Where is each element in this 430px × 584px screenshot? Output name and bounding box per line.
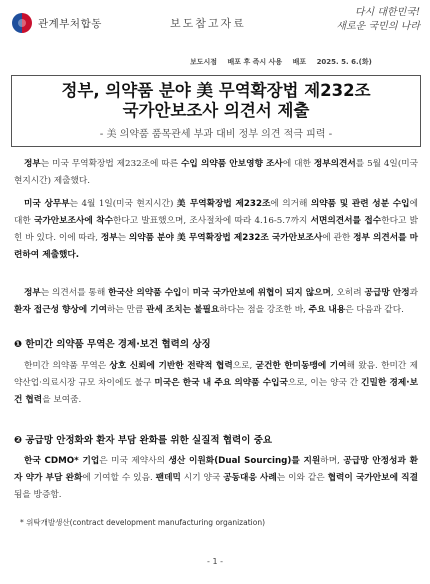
emphasis-text: 굳건한 한미동맹에 기여 bbox=[255, 361, 347, 371]
release-label: 보도시점 bbox=[190, 58, 218, 66]
emphasis-text: 생산 이원화(Dual Sourcing)를 지원 bbox=[168, 456, 321, 466]
body-text: 하며, bbox=[320, 456, 344, 466]
slogan-line-1: 다시 대한민국! bbox=[354, 7, 420, 18]
paragraph-cdmo bbox=[14, 453, 418, 504]
emphasis-text: 국가안보조사에 착수 bbox=[34, 216, 114, 226]
emphasis-text: 한국 CDMO* 기업 bbox=[24, 456, 100, 466]
emphasis-text: 정부 의견서를 마련하여 제출했다. bbox=[14, 233, 419, 260]
body-text: 으로, bbox=[232, 361, 256, 371]
subtitle: - 美 의약품 품목관세 부과 대비 정부 의견 적극 피력 - bbox=[99, 129, 333, 140]
header bbox=[0, 0, 430, 46]
body-text: 에 대한 bbox=[282, 159, 314, 169]
slogan-line-2: 새로운 국민의 나라 bbox=[336, 21, 420, 32]
body-text: 에 관한 bbox=[322, 233, 354, 243]
emphasis-text: 주요 내용 bbox=[308, 305, 346, 315]
body-text: 과 bbox=[409, 288, 419, 298]
emphasis-text: 정부 bbox=[24, 288, 41, 298]
body-text: 에 의거해 bbox=[270, 199, 311, 209]
body-text: 는 이와 같은 bbox=[276, 473, 328, 483]
body-text: 는 의견서를 통해 bbox=[40, 288, 109, 298]
emphasis-text: 한국산 의약품 수입 bbox=[108, 288, 182, 298]
emphasis-text: 긴밀한 경제·보건 협력 bbox=[14, 378, 418, 405]
body-text: 하는 만큼 bbox=[107, 305, 147, 315]
emphasis-text: 정부 bbox=[100, 233, 118, 243]
body-text: 은 미국 제약사의 bbox=[99, 456, 169, 466]
taegeuk-emblem-icon bbox=[12, 13, 32, 33]
emphasis-text: 미국 국가안보에 위협이 되지 않으며 bbox=[192, 288, 331, 298]
body-text: 하다는 점을 강조한 바, bbox=[219, 305, 309, 315]
section-heading-2: ❷ 공급망 안정화와 환자 부담 완화를 위한 실질적 협력이 중요 bbox=[14, 435, 273, 446]
body-text: 는 bbox=[117, 233, 129, 243]
emphasis-text: 관세 조치는 불필요 bbox=[146, 305, 220, 315]
emphasis-text: 의약품 및 관련 성분 수입 bbox=[310, 199, 410, 209]
emphasis-text: 미국 상무부 bbox=[24, 199, 70, 209]
emphasis-text: 공동대응 사례 bbox=[223, 473, 277, 483]
body-text: 한다고 발표했으며, 조사절차에 따라 4.16-5.7까지 bbox=[113, 216, 311, 226]
body-text: 한다고 밝힌 바 있다. 이에 따라, bbox=[14, 216, 418, 243]
emphasis-text: 서면의견서를 접수 bbox=[310, 216, 382, 226]
emphasis-text: 상호 신뢰에 기반한 전략적 협력 bbox=[109, 361, 233, 371]
body-text: 해 왔음. 한미간 제약산업·의료시장 규모 차이에도 불구 bbox=[14, 361, 418, 388]
emphasis-text: 미국은 한국 내 주요 의약품 수입국 bbox=[154, 378, 288, 388]
section-heading-1: ❶ 한미간 의약품 무역은 경제·보건 협력의 상징 bbox=[14, 339, 211, 350]
body-text: 으로, 이는 양국 간 bbox=[287, 378, 362, 388]
body-text: 은 다음과 같다. bbox=[345, 305, 404, 315]
page-number: - 1 - bbox=[207, 557, 223, 566]
body-text: 을 보여줌. bbox=[42, 395, 82, 405]
emphasis-text: 의약품 분야 美 무역확장법 제232조 국가안보조사 bbox=[128, 233, 323, 243]
emphasis-text: 환자 접근성 향상에 기여 bbox=[14, 305, 107, 315]
body-text: 에 대한 bbox=[14, 199, 418, 226]
body-text: 됨을 방증함. bbox=[14, 490, 62, 500]
body-text: 이 bbox=[181, 288, 193, 298]
embargo-label: 배포 후 즉시 사용 bbox=[227, 58, 283, 66]
body-text: 는 미국 무역확장법 제232조에 따른 bbox=[40, 159, 181, 169]
government-logo bbox=[12, 13, 162, 35]
body-text: 는 4월 1일(미국 현지시간) bbox=[69, 199, 177, 209]
document-type: 보도참고자료 bbox=[170, 17, 246, 30]
emphasis-text: 협력이 국가안보에 직결 bbox=[327, 473, 418, 483]
paragraph-position bbox=[14, 285, 418, 319]
paragraph-background bbox=[14, 196, 418, 264]
ministry-name: 관계부처합동 bbox=[38, 18, 102, 30]
title-line-1: 정부, 의약품 분야 美 무역확장법 제232조 bbox=[61, 81, 371, 100]
emphasis-text: 美 무역확장법 제232조 bbox=[176, 199, 271, 209]
footnote: * 위탁개발생산(contract development manufacturing organization) bbox=[20, 518, 266, 527]
body-text: 시기 양국 bbox=[180, 473, 224, 483]
release-info bbox=[190, 57, 380, 67]
title-box bbox=[11, 75, 421, 147]
emphasis-text: 공급망 안정성과 환자 약가 부담 완화 bbox=[14, 456, 418, 483]
body-text: , 오히려 bbox=[330, 288, 365, 298]
title-line-2: 국가안보조사 의견서 제출 bbox=[122, 101, 310, 120]
slogan bbox=[300, 6, 420, 40]
paragraph-intro bbox=[14, 156, 418, 190]
paragraph-trade bbox=[14, 358, 418, 409]
emphasis-text: 정부 bbox=[24, 159, 41, 169]
body-text: 한미간 의약품 무역은 bbox=[24, 361, 110, 371]
emphasis-text: 공급망 안정 bbox=[364, 288, 410, 298]
body-text: 에 기여할 수 있음. bbox=[82, 473, 156, 483]
emphasis-text: 팬데믹 bbox=[155, 473, 181, 483]
release-date: 2025. 5. 6.(화) bbox=[316, 58, 372, 66]
emphasis-text: 정부의견서 bbox=[313, 159, 356, 169]
distribution-label: 배포 bbox=[292, 58, 307, 66]
emphasis-text: 수입 의약품 안보영향 조사 bbox=[181, 159, 283, 169]
body-text: 를 5월 4일(미국 현지시간) 제출했다. bbox=[14, 159, 418, 186]
